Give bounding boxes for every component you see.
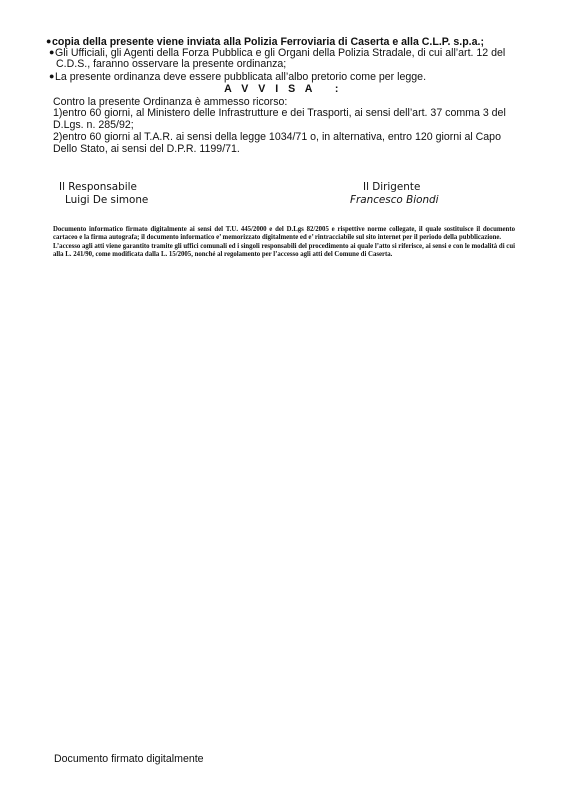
signature-right-name: Francesco Biondi xyxy=(350,194,439,206)
bullet-text: Gli Ufficiali, gli Agenti della Forza Pubblica e gli Organi della Polizia Stradale, di cui all’art. 12 del xyxy=(55,47,506,59)
ricorso-item-2-line2: Dello Stato, ai sensi del D.P.R. 1199/71. xyxy=(53,143,240,155)
digital-signature-notice xyxy=(53,226,515,260)
avvisa-heading: A V V I S A : xyxy=(224,83,342,95)
bullet-text: copia della presente viene inviata alla Polizia Ferroviaria di Caserta e alla C.L.P. s.p.a.; xyxy=(52,36,484,48)
bullet-dot-icon: ● xyxy=(46,36,52,46)
bullet-dot-icon: ● xyxy=(49,47,55,57)
bullet-text: La presente ordinanza deve essere pubblicata all’albo pretorio come per legge. xyxy=(55,71,427,83)
footer-text: Documento firmato digitalmente xyxy=(54,753,204,765)
ricorso-item-1-line1: 1)entro 60 giorni, al Ministero delle Infrastrutture e dei Trasporti, ai sensi dell’art. 37 comma 3 del xyxy=(53,107,506,119)
bullet-text: C.D.S., faranno osservare la presente ordinanza; xyxy=(56,58,287,70)
signature-left-role: Il Responsabile xyxy=(59,181,137,193)
ricorso-item-1-line2: D.Lgs. n. 285/92; xyxy=(53,119,134,131)
ricorso-intro: Contro la presente Ordinanza è ammesso ricorso: xyxy=(53,96,288,108)
ricorso-item-2-line1: 2)entro 60 giorni al T.A.R. ai sensi della legge 1034/71 o, in alternativa, entro 120 giorni al Capo xyxy=(53,131,501,143)
bullet-albo-pretorio xyxy=(49,70,426,84)
bullet-dot-icon: ● xyxy=(49,71,55,81)
notice-paragraph: L’accesso agli atti viene garantito tramite gli uffici comunali ed i singoli responsabili del procedimento ai quale l’atto si riferisce, ai sensi e con le modalità di cui alla L. 241/90, come modificata dalla L. 15/2005, nonché al regolamento per l’accesso agli atti del Comune di Caserta. xyxy=(53,242,515,259)
signature-right-role: Il Dirigente xyxy=(363,181,421,193)
signature-left-name: Luigi De simone xyxy=(65,194,149,206)
notice-paragraph: Documento informatico firmato digitalmente ai sensi del T.U. 445/2000 e del D.Lgs 82/2005 e rispettive norme collegate, il quale sostituisce il documento cartaceo e la firma autografa; il documento informatico e’ memorizzato digitalmente ed e’ rintracciabile sul sito internet per il periodo della pubblicazione. xyxy=(53,226,515,242)
